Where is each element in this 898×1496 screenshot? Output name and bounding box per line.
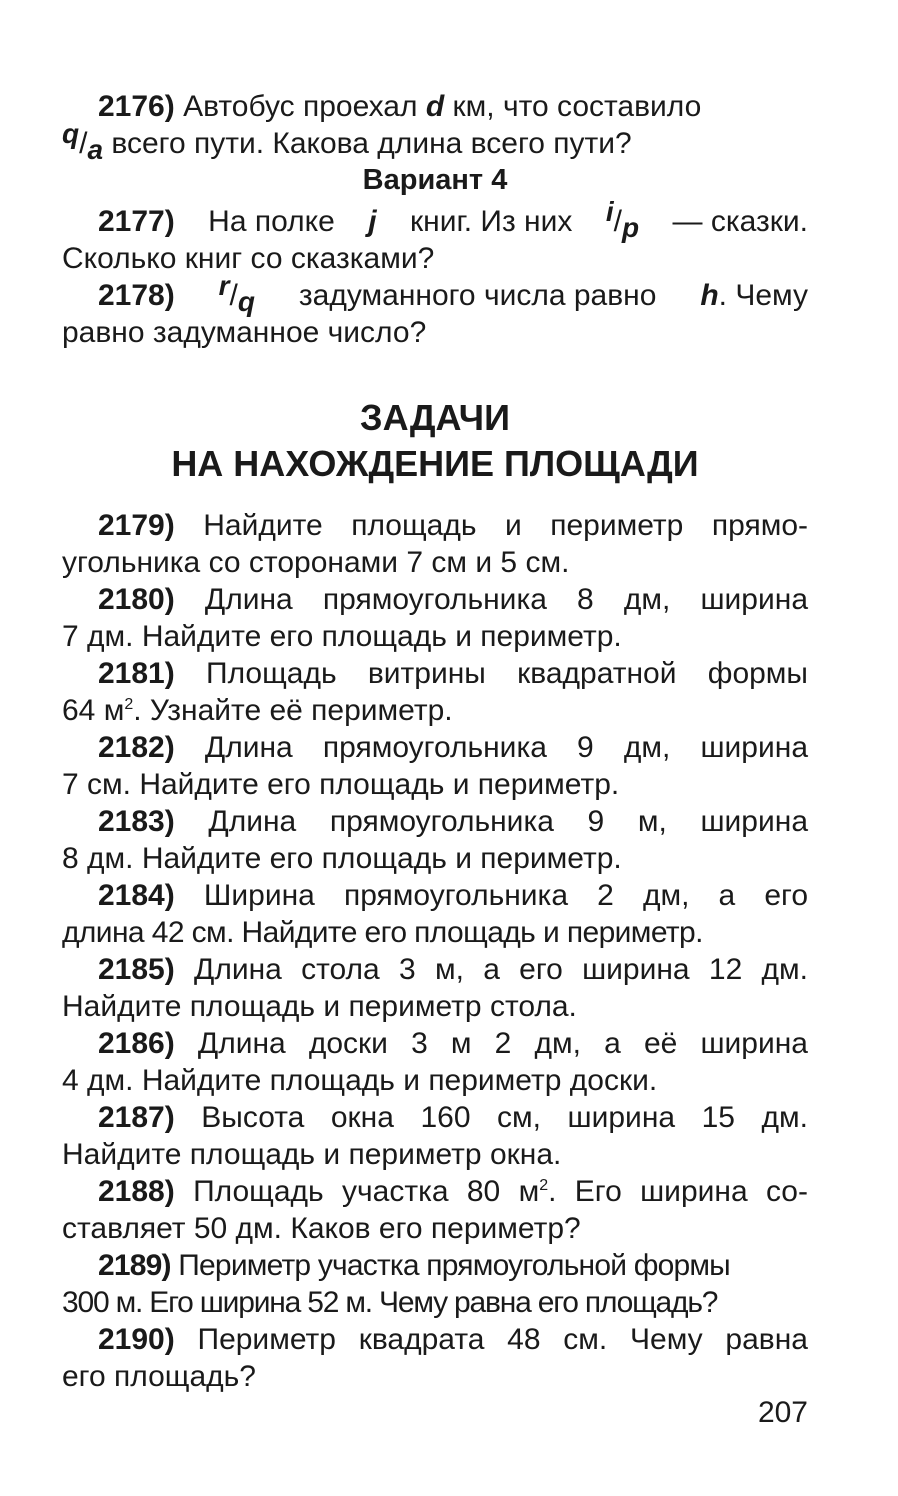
fraction-i-p: i/p	[605, 196, 640, 243]
problem-number: 2178)	[98, 279, 175, 312]
problem-2187: 2187) Высота окна 160 см, ширина 15 дм. Найдите площадь и периметр окна.	[62, 1101, 808, 1171]
problem-2176-line1: 2176) Автобус проехал d км, что составило	[98, 90, 702, 123]
problem-2190: 2190) Периметр квадрата 48 см. Чему равна его площадь?	[62, 1323, 808, 1393]
problem-2177	[62, 196, 808, 277]
problem-2177-line1: 2177) На полке j книг. Из них i/p — сказки.	[98, 196, 808, 243]
problem-2188: 2188) Площадь участка 80 $м^2$. Его ширина со- ставляет 50 дм. Каков его периметр?	[62, 1175, 808, 1245]
problem-number: 2186)	[98, 1027, 175, 1060]
problem-2178-line1: 2178) r/q задуманного числа равно h. Чему	[98, 270, 808, 317]
fraction-r-q: r/q	[218, 270, 255, 317]
problem-number: 2176)	[98, 90, 175, 123]
problem-2176-line2: q/a всего пути. Какова длина всего пути?	[62, 118, 632, 165]
variable-h: h	[700, 279, 719, 312]
page-number: 207	[757, 1396, 808, 1429]
problem-2177-line2: Сколько книг со сказками?	[62, 242, 435, 275]
problem-2178-line2: равно задуманное число?	[62, 316, 427, 349]
section-heading: ЗАДАЧИ НА НАХОЖДЕНИЕ ПЛОЩАДИ	[171, 397, 699, 484]
problem-number: 2177)	[98, 205, 175, 238]
problem-2181: 2181) Площадь витрины квадратной формы 64 $м^2$. Узнайте её периметр.	[62, 657, 808, 727]
variable-d: d	[425, 90, 445, 123]
problem-number: 2184)	[98, 879, 175, 912]
problem-2189: 2189) Периметр участка прямоугольной формы 300 м. Его ширина 52 м. Чему равна его площадь?	[62, 1249, 730, 1319]
problem-number: 2179)	[98, 509, 175, 542]
page-content	[62, 88, 808, 1395]
problem-number: 2189)	[98, 1249, 171, 1282]
problem-number: 2183)	[98, 805, 175, 838]
problem-2185: 2185) Длина стола 3 м, а его ширина 12 дм. Найдите площадь и периметр стола.	[62, 953, 808, 1023]
problem-number: 2187)	[98, 1101, 175, 1134]
problem-number: 2188)	[98, 1175, 175, 1208]
problem-number: 2181)	[98, 657, 175, 690]
problem-number: 2190)	[98, 1323, 175, 1356]
variable-j: j	[368, 205, 377, 238]
problem-number: 2185)	[98, 953, 175, 986]
problem-number: 2182)	[98, 731, 175, 764]
problem-2178	[62, 270, 808, 351]
problem-2180: 2180) Длина прямоугольника 8 дм, ширина 7 дм. Найдите его площадь и периметр.	[62, 583, 809, 653]
variant-heading: Вариант 4	[362, 164, 508, 196]
fraction-q-a: q/a	[62, 118, 104, 165]
problem-2183: 2183) Длина прямоугольника 9 м, ширина 8 дм. Найдите его площадь и периметр.	[62, 805, 808, 875]
problem-2176	[62, 88, 808, 165]
problem-2184: 2184) Ширина прямоугольника 2 дм, а его длина 42 см. Найдите его площадь и периметр.	[62, 879, 809, 949]
problem-list	[62, 507, 808, 1395]
problem-2179: 2179) Найдите площадь и периметр прямо- угольника со сторонами 7 см и 5 см.	[62, 509, 809, 579]
problem-2182: 2182) Длина прямоугольника 9 дм, ширина 7 см. Найдите его площадь и периметр.	[62, 731, 809, 801]
problem-2186: 2186) Длина доски 3 м 2 дм, а её ширина 4 дм. Найдите площадь и периметр доски.	[62, 1027, 808, 1097]
problem-number: 2180)	[98, 583, 175, 616]
